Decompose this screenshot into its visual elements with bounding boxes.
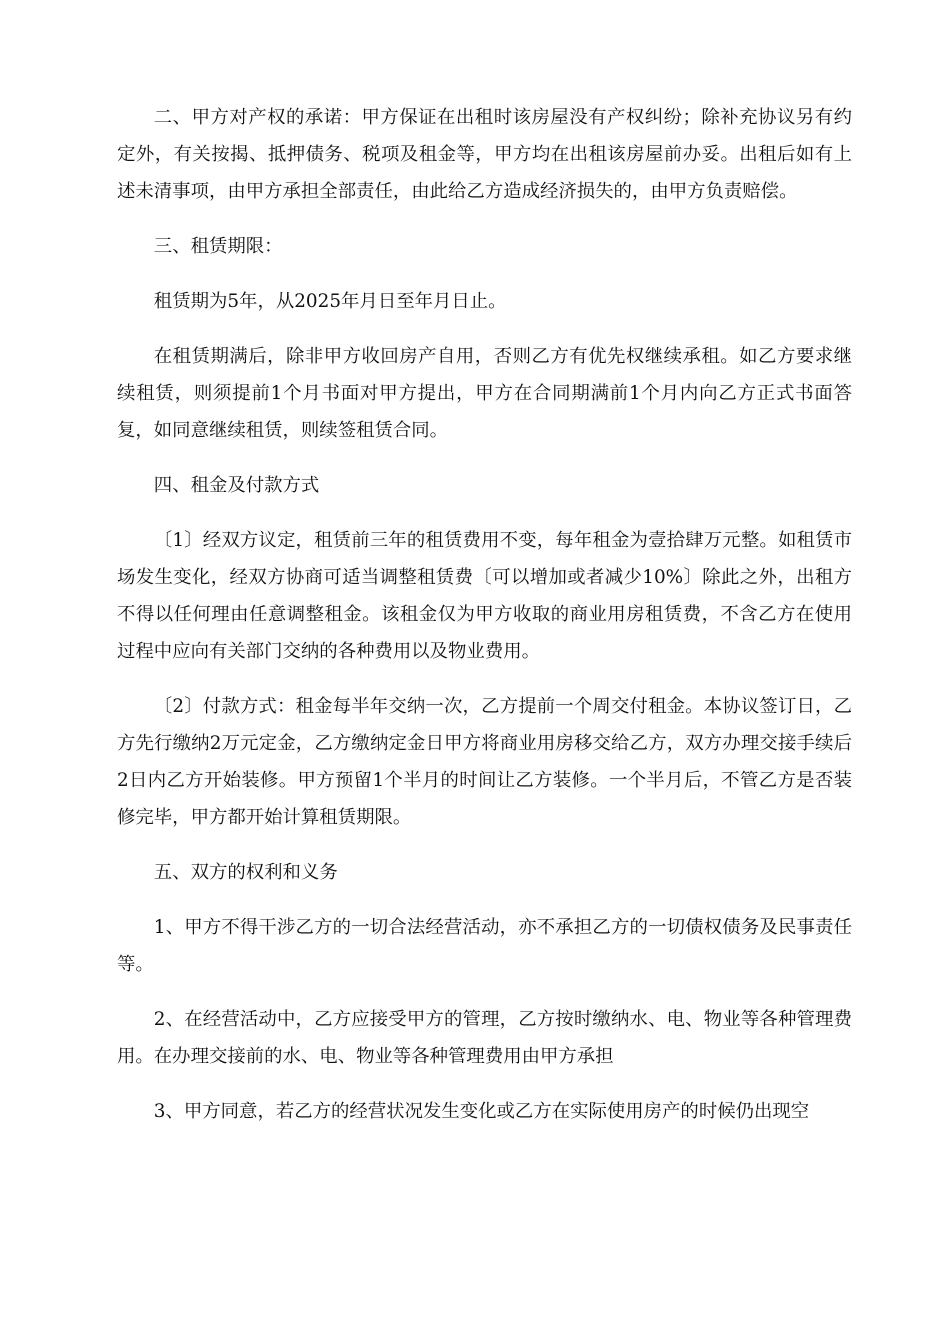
paragraph-payment-method: 〔2〕付款方式：租金每半年交纳一次，乙方提前一个周交付租金。本协议签订日，乙方先行缴纳2万元定金，乙方缴纳定金日甲方将商业用房移交给乙方，双方办理交接手续后2日内乙方开始装修。甲方预留1个半月的时间让乙方装修。一个半月后，不管乙方是否装修完毕，甲方都开始计算租赁期限。: [117, 696, 852, 828]
paragraph-property-rights-promise: 二、甲方对产权的承诺：甲方保证在出租时该房屋没有产权纠纷；除补充协议另有约定外，有关按揭、抵押债务、税项及租金等，甲方均在出租该房屋前办妥。出租后如有上述未清事项，由甲方承担全部责任，由此给乙方造成经济损失的，由甲方负责赔偿。: [117, 107, 852, 202]
heading-rent-and-payment: 四、租金及付款方式: [153, 475, 320, 496]
paragraph-obligation-1: 1、甲方不得干涉乙方的一切合法经营活动，亦不承担乙方的一切债权债务及民事责任等。: [117, 917, 852, 975]
heading-rights-and-obligations: 五、双方的权利和义务: [153, 862, 338, 883]
paragraph-obligation-3: 3、甲方同意，若乙方的经营状况发生变化或乙方在实际使用房产的时候仍出现空: [153, 1101, 810, 1122]
heading-lease-term: 三、租赁期限：: [153, 236, 283, 257]
paragraph-obligation-2: 2、在经营活动中，乙方应接受甲方的管理，乙方按时缴纳水、电、物业等各种管理费用。在办理交接前的水、电、物业等各种管理费用由甲方承担: [117, 1009, 852, 1067]
paragraph-rent-amount: 〔1〕经双方议定，租赁前三年的租赁费用不变，每年租金为壹拾肆万元整。如租赁市场发生变化，经双方协商可适当调整租赁费〔可以增加或者减少10%〕除此之外，出租方不得以任何理由任意调整租金。该租金仅为甲方收取的商业用房租赁费，不含乙方在使用过程中应向有关部门交纳的各种费用以及物业费用。: [117, 530, 852, 662]
document-body: [117, 99, 852, 1148]
paragraph-lease-renewal: 在租赁期满后，除非甲方收回房产自用，否则乙方有优先权继续承租。如乙方要求继续租赁，则须提前1个月书面对甲方提出，甲方在合同期满前1个月内向乙方正式书面答复，如同意继续租赁，则续签租赁合同。: [117, 346, 852, 441]
paragraph-lease-period: 租赁期为5年，从2025年月日至年月日止。: [153, 291, 507, 312]
